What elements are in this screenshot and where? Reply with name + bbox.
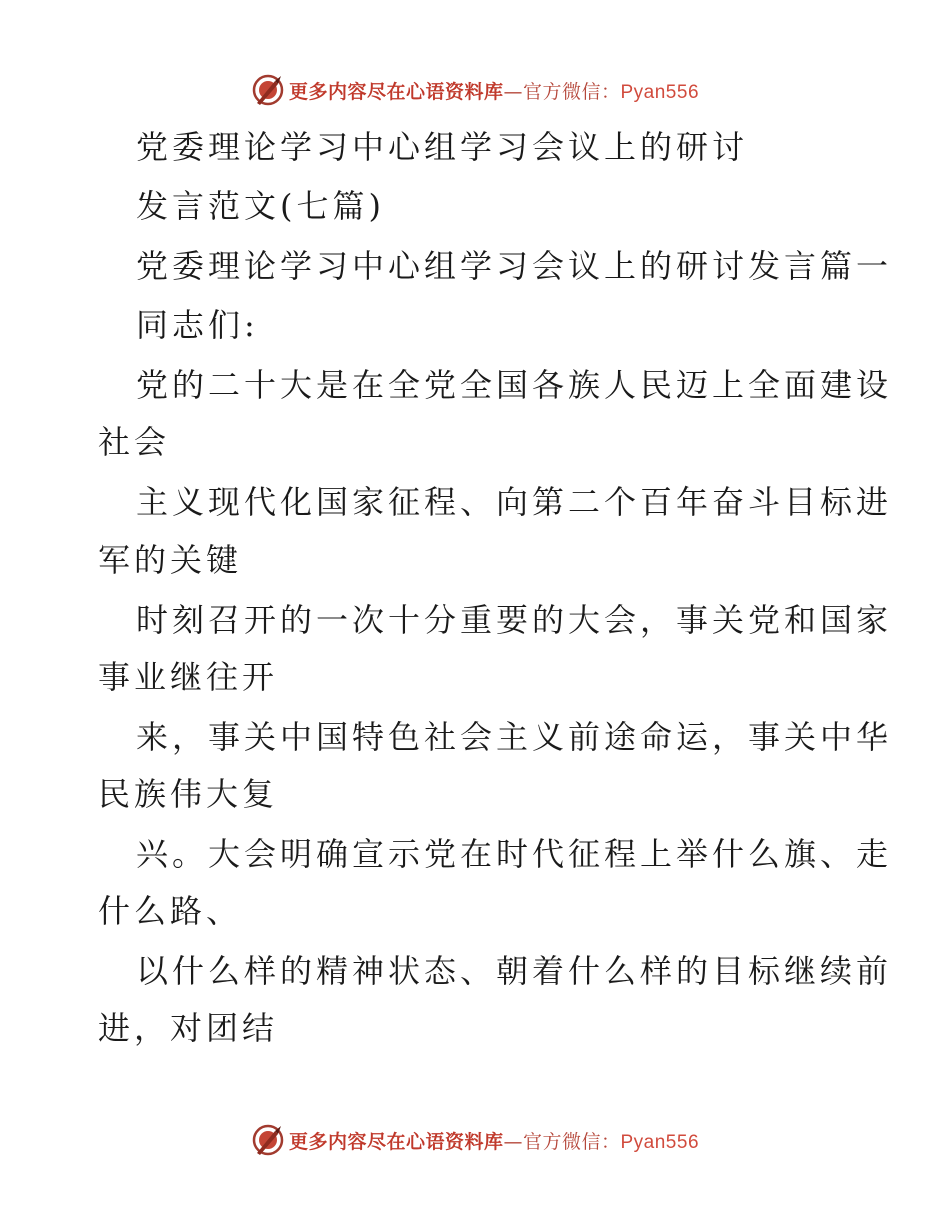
doc-title-line-2: 发言范文(七篇) — [136, 187, 385, 225]
body-line: 军的关键 — [98, 541, 243, 579]
footer-contact-label: —官方微信： — [503, 1130, 621, 1153]
footer-brand: 更多内容尽在心语资料库 — [288, 1130, 504, 1153]
body-line: 什么路、 — [98, 892, 243, 930]
body-line: 进，对团结 — [98, 1009, 279, 1047]
section-heading: 党委理论学习中心组学习会议上的研讨发言篇一 — [136, 247, 893, 285]
footer-watermark — [0, 1120, 950, 1160]
body-line: 党的二十大是在全党全国各族人民迈上全面建设 — [136, 366, 893, 404]
header-contact-label: —官方微信： — [503, 80, 621, 103]
body-line: 社会 — [98, 423, 171, 461]
body-line: 时刻召开的一次十分重要的大会，事关党和国家 — [136, 601, 893, 639]
body-line: 民族伟大复 — [98, 775, 279, 813]
footer-wechat-id: Pyan556 — [620, 1131, 700, 1153]
body-line: 事业继往开 — [98, 658, 279, 696]
body-line: 主义现代化国家征程、向第二个百年奋斗目标进 — [136, 483, 893, 521]
body-line: 兴。大会明确宣示党在时代征程上举什么旗、走 — [136, 835, 893, 873]
doc-title-line-1: 党委理论学习中心组学习会议上的研讨 — [136, 128, 749, 166]
header-brand: 更多内容尽在心语资料库 — [288, 80, 504, 103]
header-wechat-id: Pyan556 — [620, 81, 700, 103]
body-line: 以什么样的精神状态、朝着什么样的目标继续前 — [136, 952, 893, 990]
header-watermark — [0, 70, 950, 110]
salutation: 同志们: — [136, 306, 259, 344]
body-line: 来，事关中国特色社会主义前途命运，事关中华 — [136, 718, 893, 756]
quill-logo-icon — [251, 1123, 285, 1157]
quill-logo-icon — [251, 73, 285, 107]
